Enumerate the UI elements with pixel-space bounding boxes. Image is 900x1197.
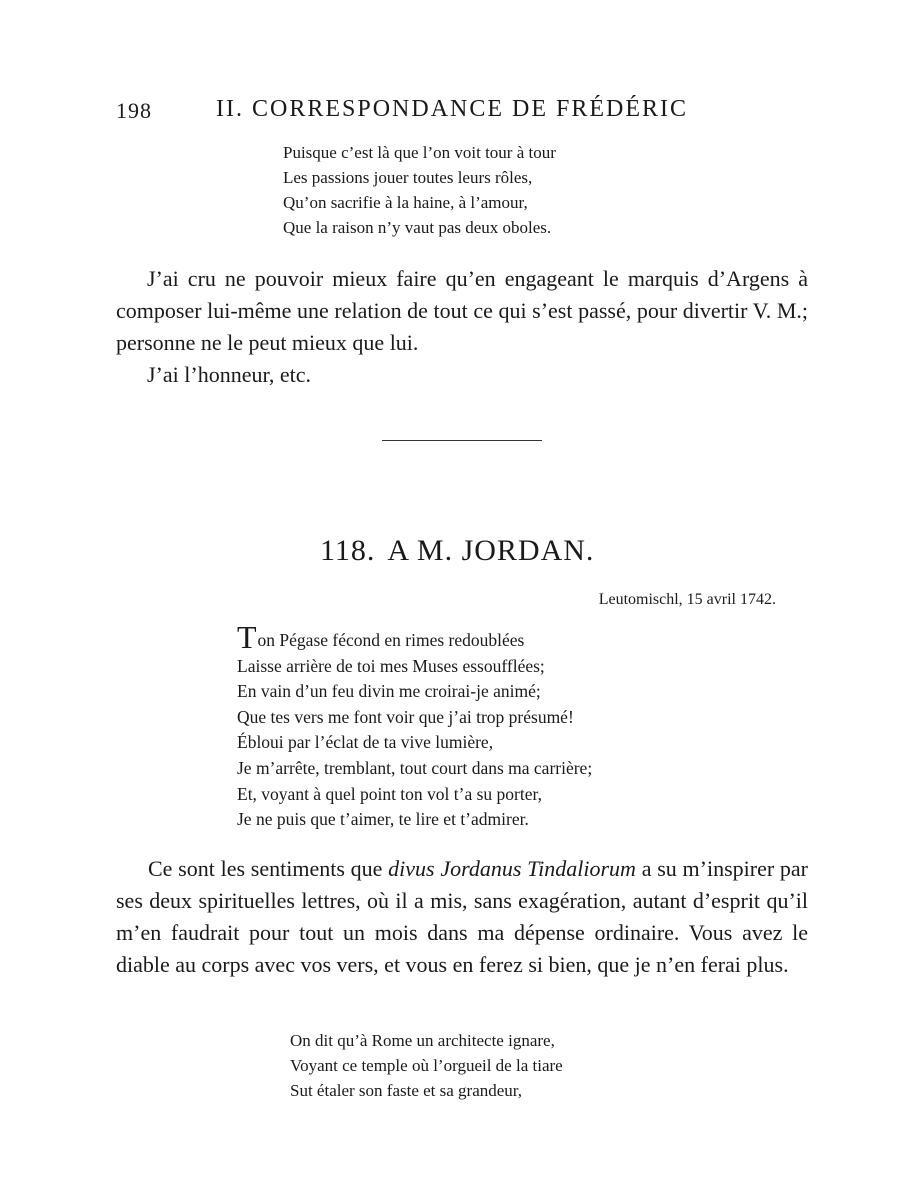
- poem-line: En vain d’un feu divin me croirai-je animé;: [237, 681, 541, 702]
- paragraph-text: Ce sont les sentiments que: [148, 856, 389, 881]
- verse-line: Les passions jouer toutes leurs rôles,: [283, 168, 533, 187]
- paragraph-text: a su m’inspirer par ses deux spirituelles lettres, où il a mis, sans exagération, autant d’esprit qu’il m’en faudrait pour tout un mois dans ma dépense ordinaire. Vous avez le diable au corps avec vos vers, et vous en ferez si bien, que je n’en ferai plus.: [116, 856, 808, 977]
- verse-line: Qu’on sacrifie à la haine, à l’amour,: [283, 193, 528, 212]
- poem-line: Je m’arrête, tremblant, tout court dans ma carrière;: [237, 757, 593, 778]
- letter-title: A M. JORDAN.: [387, 534, 595, 567]
- dateline: Leutomischl, 15 avril 1742.: [598, 591, 776, 608]
- verse-line: Puisque c’est là que l’on voit tour à tour: [283, 143, 556, 162]
- poem-line: Ébloui par l’éclat de ta vive lumière,: [237, 732, 494, 753]
- verse-line: Voyant ce temple où l’orgueil de la tiare: [290, 1056, 563, 1075]
- section-divider: [382, 440, 542, 441]
- poem-line: [237, 619, 592, 655]
- closing-line: J’ai l’honneur, etc.: [147, 362, 312, 387]
- poem-line: Que tes vers me font voir que j’ai trop présumé!: [237, 706, 574, 727]
- poem-block: [237, 619, 593, 833]
- poem-line: Je ne puis que t’aimer, te lire et t’admirer.: [237, 809, 529, 830]
- paragraph: J’ai cru ne pouvoir mieux faire qu’en engageant le marquis d’Argens à composer lui-même une relation de tout ce qui s’est passé, pour divertir V. M.; personne ne le peut mieux que lui.: [116, 266, 808, 355]
- poem-line: Laisse arrière de toi mes Muses essoufflées;: [237, 655, 545, 676]
- verse-block-bottom: [290, 1028, 563, 1103]
- letter-number: 118.: [320, 534, 376, 567]
- paragraph: [116, 853, 808, 981]
- verse-line: Que la raison n’y vaut pas deux oboles.: [283, 218, 552, 237]
- verse-line: On dit qu’à Rome un architecte ignare,: [290, 1031, 555, 1050]
- drop-cap: T: [237, 619, 257, 655]
- letter-heading: [320, 534, 594, 568]
- poem-line: Et, voyant à quel point ton vol t’a su porter,: [237, 783, 543, 804]
- verse-block-top: [283, 140, 556, 240]
- latin-phrase: divus Jordanus Tindaliorum: [388, 856, 636, 881]
- verse-line: Sut étaler son faste et sa grandeur,: [290, 1081, 523, 1100]
- poem-line-text: on Pégase fécond en rimes redoublées: [257, 630, 525, 650]
- running-title: II. CORRESPONDANCE DE FRÉDÉRIC: [216, 96, 689, 122]
- page-number: 198: [116, 98, 152, 123]
